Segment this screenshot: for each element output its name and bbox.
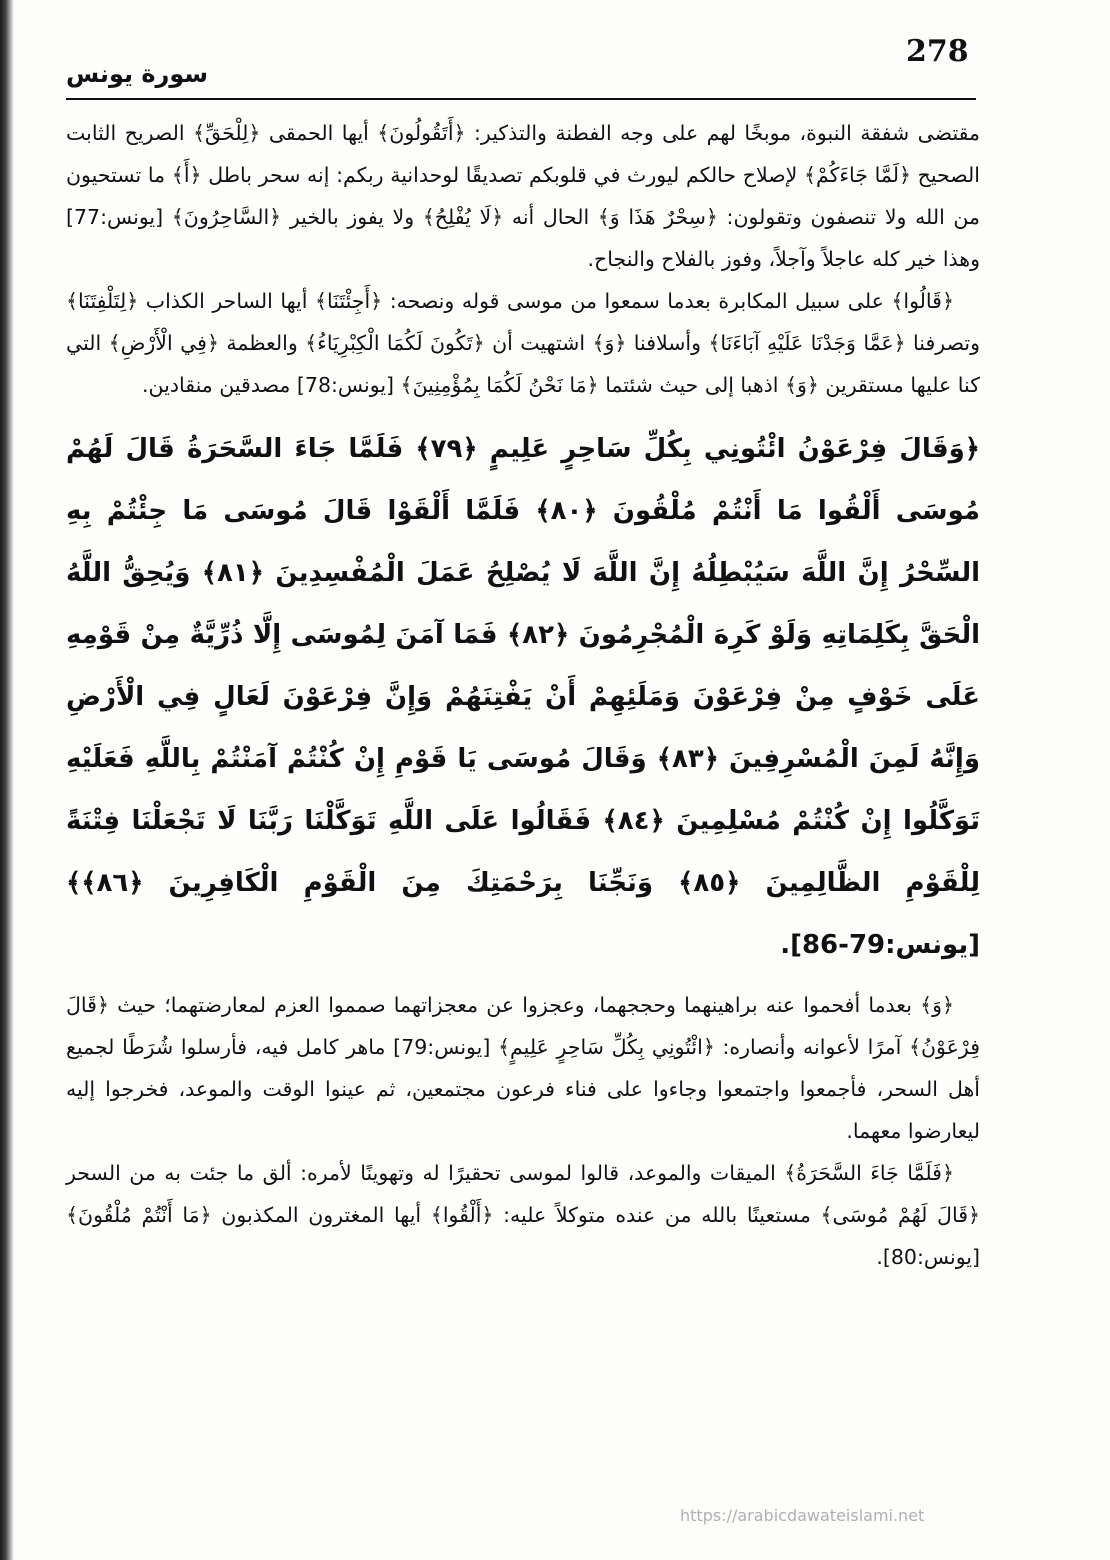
commentary-paragraph-3: ﴿وَ﴾ بعدما أفحموا عنه براهينهما وحججهما، وعجزوا عن معجزاتهما صمموا العزم لمعارضتهما؛ حيث ﴿قَالَ فِرْعَوْنُ﴾ آمرًا لأعوانه وأنصاره: ﴿ائْتُونِي بِكُلِّ سَاحِرٍ عَلِيمٍ﴾ [يونس:79] ماهر كامل فيه، فأرسلوا شُرَطًا لجميع أهل السحر، فأجمعوا واجتمعوا وجاءوا على فناء فرعون مجتمعين، ثم عينوا الوقت والموعد، فخرجوا إليه ليعارضوا معهما. <box>66 993 980 1143</box>
site-watermark: https://arabicdawateislami.net <box>680 1506 925 1525</box>
quran-verse-block: ﴿وَقَالَ فِرْعَوْنُ ائْتُونِي بِكُلِّ سَاحِرٍ عَلِيمٍ ﴿٧٩﴾ فَلَمَّا جَاءَ السَّحَرَةُ قَالَ لَهُمْ مُوسَى أَلْقُوا مَا أَنْتُمْ مُلْقُونَ ﴿٨٠﴾ فَلَمَّا أَلْقَوْا قَالَ مُوسَى مَا جِئْتُمْ بِهِ السِّحْرُ إِنَّ اللَّهَ سَيُبْطِلُهُ إِنَّ اللَّهَ لَا يُصْلِحُ عَمَلَ الْمُفْسِدِينَ ﴿٨١﴾ وَيُحِقُّ اللَّهُ الْحَقَّ بِكَلِمَاتِهِ وَلَوْ كَرِهَ الْمُجْرِمُونَ ﴿٨٢﴾ فَمَا آمَنَ لِمُوسَى إِلَّا ذُرِّيَّةٌ مِنْ قَوْمِهِ عَلَى خَوْفٍ مِنْ فِرْعَوْنَ وَمَلَئِهِمْ أَنْ يَفْتِنَهُمْ وَإِنَّ فِرْعَوْنَ لَعَالٍ فِي الْأَرْضِ وَإِنَّهُ لَمِنَ الْمُسْرِفِينَ ﴿٨٣﴾ وَقَالَ مُوسَى يَا قَوْمِ إِنْ كُنْتُمْ آمَنْتُمْ بِاللَّهِ فَعَلَيْهِ تَوَكَّلُوا إِنْ كُنْتُمْ مُسْلِمِينَ ﴿٨٤﴾ فَقَالُوا عَلَى اللَّهِ تَوَكَّلْنَا رَبَّنَا لَا تَجْعَلْنَا فِتْنَةً لِلْقَوْمِ الظَّالِمِينَ ﴿٨٥﴾ وَنَجِّنَا بِرَحْمَتِكَ مِنَ الْقَوْمِ الْكَافِرِينَ ﴿٨٦﴾﴾ [يونس:79-86]. <box>66 434 981 960</box>
commentary-paragraph-2: ﴿قَالُوا﴾ على سبيل المكابرة بعدما سمعوا من موسى قوله ونصحه: ﴿أَجِئْتَنَا﴾ أيها الساحر الكذاب ﴿لِتَلْفِتَنَا﴾ وتصرفنا ﴿عَمَّا وَجَدْنَا عَلَيْهِ آبَاءَنَا﴾ وأسلافنا ﴿وَ﴾ اشتهيت أن ﴿تَكُونَ لَكُمَا الْكِبْرِيَاءُ﴾ والعظمة ﴿فِي الْأَرْضِ﴾ التي كنا عليها مستقرين ﴿وَ﴾ اذهبا إلى حيث شئتما ﴿مَا نَحْنُ لَكُمَا بِمُؤْمِنِينَ﴾ [يونس:78] مصدقين منقادين. <box>66 289 980 397</box>
commentary-paragraph-1: مقتضى شفقة النبوة، موبخًا لهم على وجه الفطنة والتذكير: ﴿أَتَقُولُونَ﴾ أيها الحمقى ﴿لِلْحَقِّ﴾ الصريح الثابت الصحيح ﴿لَمَّا جَاءَكُمْ﴾ لإصلاح حالكم ليورث في قلوبكم تصديقًا لوحدانية ربكم: إنه سحر باطل ﴿أَ﴾ ما تستحيون من الله ولا تنصفون وتقولون: ﴿سِحْرٌ هَذَا وَ﴾ الحال أنه ﴿لَا يُفْلِحُ﴾ ولا يفوز بالخير ﴿السَّاحِرُونَ﴾ [يونس:77] وهذا خير كله عاجلاً وآجلاً، وفوز بالفلاح والنجاح. <box>66 121 980 271</box>
commentary-paragraph-4: ﴿فَلَمَّا جَاءَ السَّحَرَةُ﴾ الميقات والموعد، قالوا لموسى تحقيرًا له وتهوينًا لأمره: ألق ما جئت به من السحر ﴿قَالَ لَهُمْ مُوسَى﴾ مستعينًا بالله من عنده متوكلاً عليه: ﴿أَلْقُوا﴾ أيها المغترون المكذبون ﴿مَا أَنْتُمْ مُلْقُونَ﴾ [يونس:80]. <box>66 1161 980 1269</box>
header-divider <box>66 98 976 100</box>
surah-title: سورة يونس <box>66 60 208 88</box>
page-number: 278 <box>906 34 969 69</box>
scan-shadow-edge <box>0 0 14 1560</box>
page-body <box>66 112 980 1278</box>
